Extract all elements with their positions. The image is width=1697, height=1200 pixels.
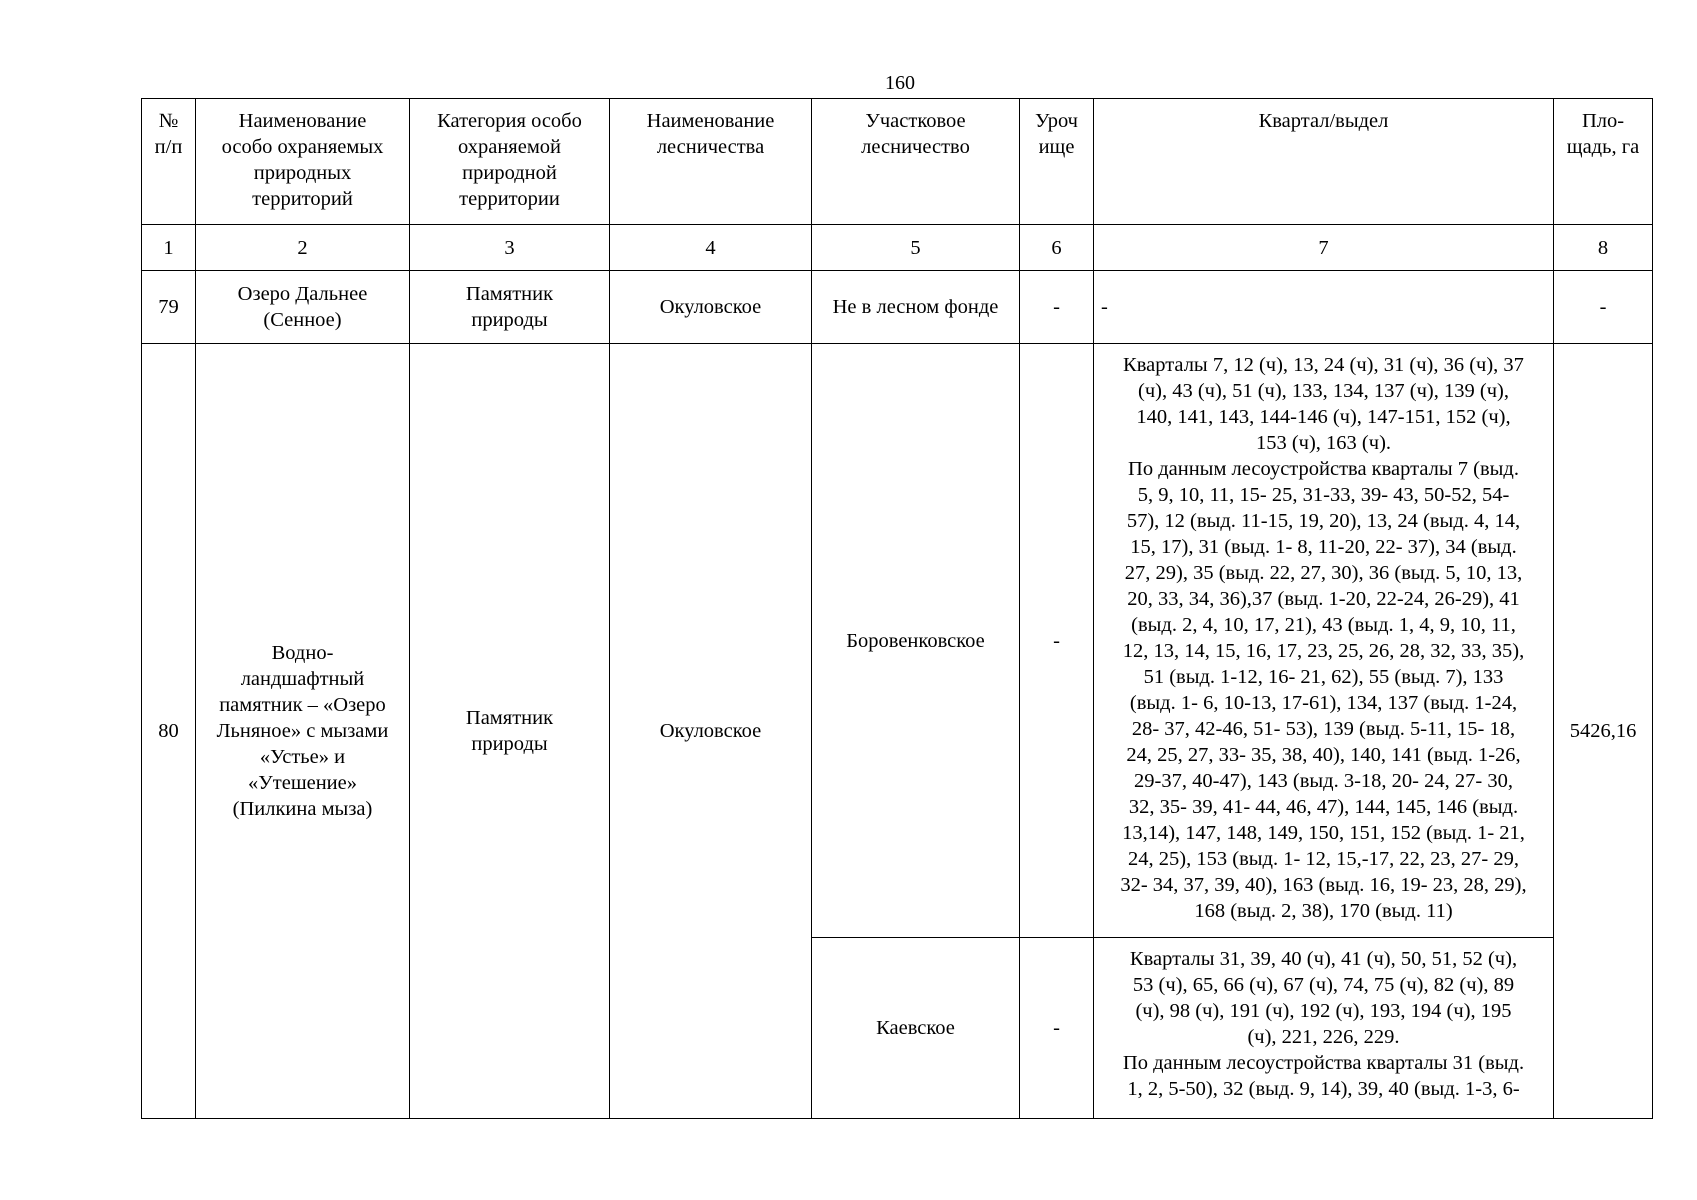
header-forestry: Наименование лесничества — [610, 99, 812, 225]
header-area: Пло- щадь, га — [1554, 99, 1653, 225]
column-number: 3 — [410, 225, 610, 271]
quarters-text: Кварталы 7, 12 (ч), 13, 24 (ч), 31 (ч), 36 (ч), 37 (ч), 43 (ч), 51 (ч), 133, 134, 137 (ч), 139 (ч), 140, 141, 143, 144-146 (ч), 147-151, 152 (ч), 153 (ч), 163 (ч). По данным лесоустройства кварталы 7 (выд. 5, 9, 10, 11, 15- 25, 31-33, 39- 43, 50-52, 54- 57), 12 (выд. 11-15, 19, 20), 13, 24 (выд. 4, 14, 15, 17), 31 (выд. 1- 8, 11-20, 22- 37), 34 (выд. 27, 29), 35 (выд. 22, 27, 30), 36 (выд. 5, 10, 13, 20, 33, 34, 36),37 (выд. 1-20, 22-24, 26-29), 41 (выд. 2, 4, 10, 17, 21), 43 (выд. 1, 4, 9, 10, 11, 12, 13, 14, 15, 16, 17, 23, 25, 26, 28, 32, 33, 35), 51 (выд. 1-12, 16- 21, 62), 55 (выд. 7), 133 (выд. 1- 6, 10-13, 17-61), 134, 137 (выд. 1-24, 28- 37, 42-46, 51- 53), 139 (выд. 5-11, 15- 18, 24, 25, 27, 33- 35, 38, 40), 140, 141 (выд. 1-26, 29-37, 40-47), 143 (выд. 3-18, 20- 24, 27- 30, 32, 35- 39, 41- 44, 46, 47), 144, 145, 146 (выд. 13,14), 147, 148, 149, 150, 151, 152 (выд. 1- 21, 24, 25), 153 (выд. 1- 12, 15,-17, 22, 23, 27- 29, 32- 34, 37, 39, 40), 163 (выд. 16, 19- 23, 28, 29), 168 (выд. 2, 38), 170 (выд. 11) — [1094, 344, 1554, 938]
district-name: Каевское — [812, 938, 1020, 1119]
area-category: Памятник природы — [410, 271, 610, 344]
column-number: 6 — [1020, 225, 1094, 271]
column-number: 4 — [610, 225, 812, 271]
area-value: - — [1554, 271, 1653, 344]
row-no: 79 — [142, 271, 196, 344]
tract-name: - — [1020, 271, 1094, 344]
quarters-text: Кварталы 31, 39, 40 (ч), 41 (ч), 50, 51, 52 (ч), 53 (ч), 65, 66 (ч), 67 (ч), 74, 75 (ч), 82 (ч), 89 (ч), 98 (ч), 191 (ч), 192 (ч), 193, 194 (ч), 195 (ч), 221, 226, 229. По данным лесоустройства кварталы 31 (выд. 1, 2, 5-50), 32 (выд. 9, 14), 39, 40 (выд. 1-3, 6- — [1094, 938, 1554, 1119]
header-no: № п/п — [142, 99, 196, 225]
district-name: Не в лесном фонде — [812, 271, 1020, 344]
forestry-name: Окуловское — [610, 344, 812, 1119]
column-number: 5 — [812, 225, 1020, 271]
header-name: Наименование особо охраняемых природных территорий — [196, 99, 410, 225]
column-number: 7 — [1094, 225, 1554, 271]
column-number: 8 — [1554, 225, 1653, 271]
page-number: 160 — [885, 72, 915, 94]
row-no: 80 — [142, 344, 196, 1119]
header-district: Участковое лесничество — [812, 99, 1020, 225]
header-category: Категория особо охраняемой природной территории — [410, 99, 610, 225]
header-quarters: Квартал/выдел — [1094, 99, 1554, 225]
table-row — [142, 344, 1653, 938]
area-name: Озеро Дальнее (Сенное) — [196, 271, 410, 344]
table-header-row — [142, 99, 1653, 225]
district-name: Боровенковское — [812, 344, 1020, 938]
area-category: Памятник природы — [410, 344, 610, 1119]
protected-areas-table — [141, 98, 1653, 1119]
area-value: 5426,16 — [1554, 344, 1653, 1119]
column-numbers-row — [142, 225, 1653, 271]
table-row — [142, 271, 1653, 344]
area-name: Водно- ландшафтный памятник – «Озеро Льняное» с мызами «Устье» и «Утешение» (Пилкина мыза) — [196, 344, 410, 1119]
column-number: 1 — [142, 225, 196, 271]
quarters-text: - — [1094, 271, 1554, 344]
forestry-name: Окуловское — [610, 271, 812, 344]
column-number: 2 — [196, 225, 410, 271]
tract-name: - — [1020, 344, 1094, 938]
header-tract: Уроч ище — [1020, 99, 1094, 225]
tract-name: - — [1020, 938, 1094, 1119]
